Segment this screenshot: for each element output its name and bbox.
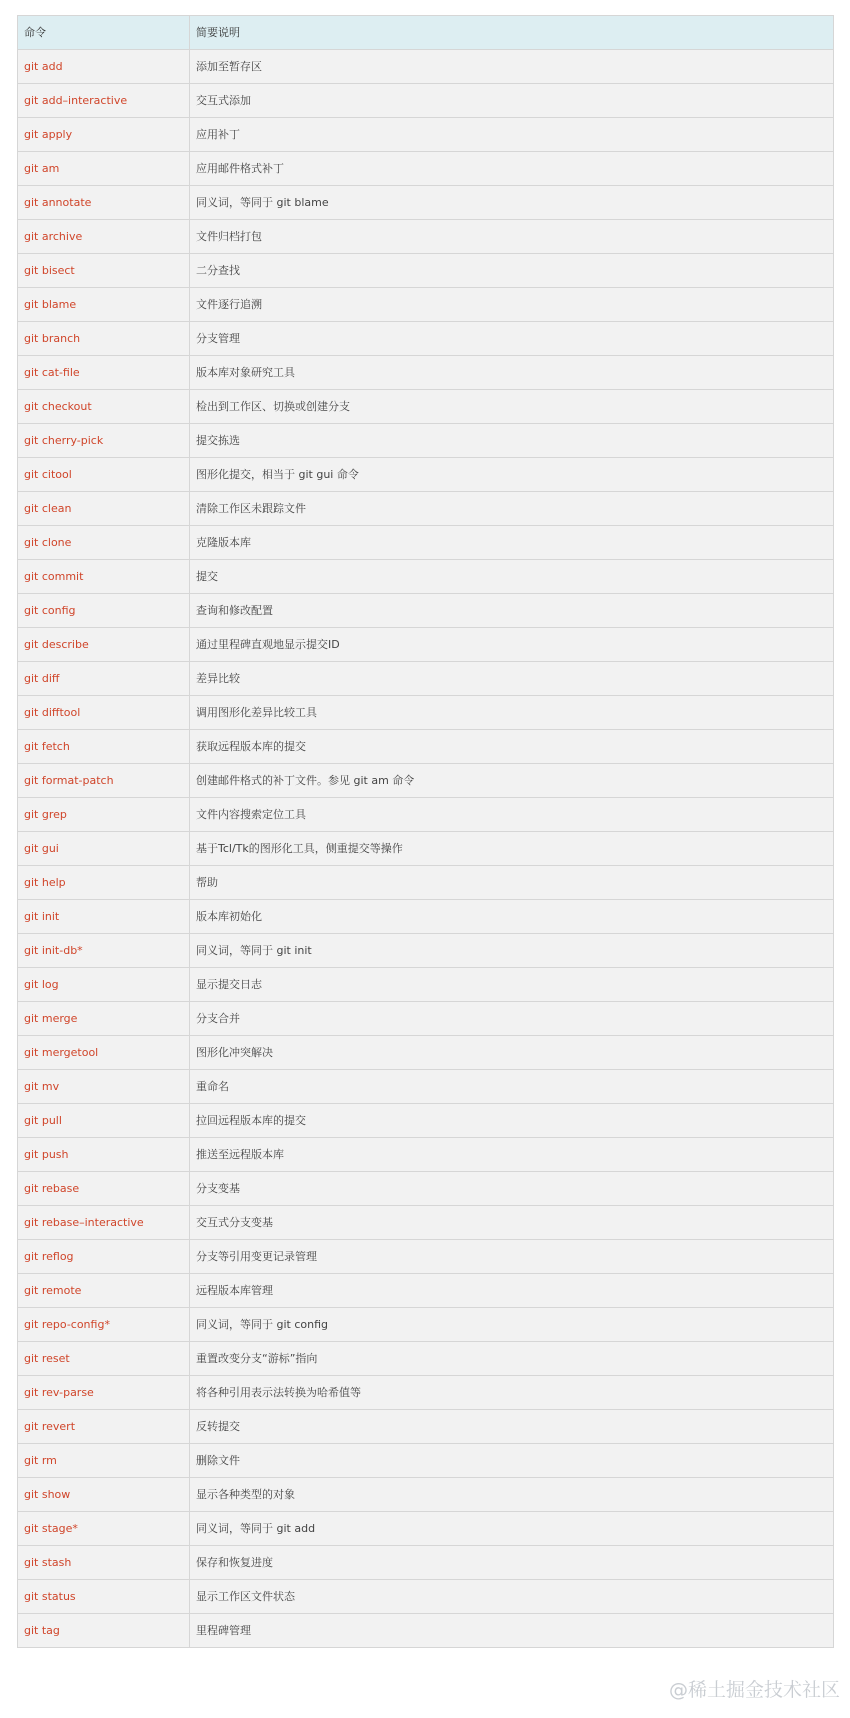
table-row	[18, 288, 834, 322]
command-cell: git am	[18, 152, 190, 186]
description-cell: 显示提交日志	[190, 968, 834, 1002]
command-cell: git gui	[18, 832, 190, 866]
description-cell: 通过里程碑直观地显示提交ID	[190, 628, 834, 662]
description-cell: 添加至暂存区	[190, 50, 834, 84]
table-row	[18, 492, 834, 526]
command-cell: git remote	[18, 1274, 190, 1308]
git-command-table-container	[17, 15, 833, 1648]
description-cell: 分支管理	[190, 322, 834, 356]
table-row	[18, 1206, 834, 1240]
command-cell: git push	[18, 1138, 190, 1172]
description-cell: 获取远程版本库的提交	[190, 730, 834, 764]
command-cell: git grep	[18, 798, 190, 832]
table-row	[18, 1580, 834, 1614]
command-cell: git add–interactive	[18, 84, 190, 118]
table-row	[18, 526, 834, 560]
command-cell: git revert	[18, 1410, 190, 1444]
description-cell: 创建邮件格式的补丁文件。参见 git am 命令	[190, 764, 834, 798]
table-row	[18, 1104, 834, 1138]
command-cell: git help	[18, 866, 190, 900]
description-cell: 删除文件	[190, 1444, 834, 1478]
table-row	[18, 628, 834, 662]
description-cell: 推送至远程版本库	[190, 1138, 834, 1172]
table-row	[18, 1444, 834, 1478]
description-cell: 分支合并	[190, 1002, 834, 1036]
table-row	[18, 1002, 834, 1036]
table-row	[18, 118, 834, 152]
command-cell: git merge	[18, 1002, 190, 1036]
description-cell: 应用邮件格式补丁	[190, 152, 834, 186]
table-row	[18, 1376, 834, 1410]
table-row	[18, 152, 834, 186]
description-cell: 帮助	[190, 866, 834, 900]
table-row	[18, 594, 834, 628]
table-row	[18, 968, 834, 1002]
description-cell: 基于Tcl/Tk的图形化工具，侧重提交等操作	[190, 832, 834, 866]
command-cell: git log	[18, 968, 190, 1002]
command-cell: git checkout	[18, 390, 190, 424]
git-command-table	[17, 15, 834, 1648]
table-row	[18, 1240, 834, 1274]
command-cell: git citool	[18, 458, 190, 492]
description-cell: 同义词，等同于 git config	[190, 1308, 834, 1342]
command-cell: git diff	[18, 662, 190, 696]
command-cell: git bisect	[18, 254, 190, 288]
table-row	[18, 560, 834, 594]
description-cell: 显示各种类型的对象	[190, 1478, 834, 1512]
description-cell: 查询和修改配置	[190, 594, 834, 628]
command-cell: git reflog	[18, 1240, 190, 1274]
table-row	[18, 220, 834, 254]
description-cell: 反转提交	[190, 1410, 834, 1444]
description-cell: 调用图形化差异比较工具	[190, 696, 834, 730]
command-cell: git rebase–interactive	[18, 1206, 190, 1240]
table-row	[18, 1342, 834, 1376]
table-row	[18, 764, 834, 798]
description-cell: 清除工作区未跟踪文件	[190, 492, 834, 526]
table-body	[18, 50, 834, 1648]
description-cell: 文件归档打包	[190, 220, 834, 254]
description-cell: 交互式添加	[190, 84, 834, 118]
command-cell: git clean	[18, 492, 190, 526]
description-cell: 应用补丁	[190, 118, 834, 152]
description-cell: 文件内容搜索定位工具	[190, 798, 834, 832]
table-row	[18, 662, 834, 696]
command-cell: git cat-file	[18, 356, 190, 390]
description-cell: 重命名	[190, 1070, 834, 1104]
table-row	[18, 832, 834, 866]
command-cell: git stage*	[18, 1512, 190, 1546]
table-row	[18, 866, 834, 900]
command-cell: git add	[18, 50, 190, 84]
description-cell: 文件逐行追溯	[190, 288, 834, 322]
description-cell: 显示工作区文件状态	[190, 1580, 834, 1614]
table-row	[18, 322, 834, 356]
table-row	[18, 186, 834, 220]
description-cell: 同义词，等同于 git blame	[190, 186, 834, 220]
table-row	[18, 1172, 834, 1206]
command-cell: git reset	[18, 1342, 190, 1376]
command-cell: git tag	[18, 1614, 190, 1648]
description-cell: 提交拣选	[190, 424, 834, 458]
command-cell: git branch	[18, 322, 190, 356]
command-cell: git init	[18, 900, 190, 934]
table-row	[18, 900, 834, 934]
description-cell: 提交	[190, 560, 834, 594]
table-row	[18, 254, 834, 288]
table-row	[18, 1546, 834, 1580]
table-row	[18, 50, 834, 84]
command-cell: git status	[18, 1580, 190, 1614]
command-cell: git pull	[18, 1104, 190, 1138]
command-cell: git fetch	[18, 730, 190, 764]
command-cell: git config	[18, 594, 190, 628]
command-cell: git stash	[18, 1546, 190, 1580]
description-cell: 图形化冲突解决	[190, 1036, 834, 1070]
table-row	[18, 730, 834, 764]
table-row	[18, 1070, 834, 1104]
command-cell: git cherry-pick	[18, 424, 190, 458]
header-command: 命令	[18, 16, 190, 50]
command-cell: git clone	[18, 526, 190, 560]
command-cell: git repo-config*	[18, 1308, 190, 1342]
command-cell: git mergetool	[18, 1036, 190, 1070]
description-cell: 二分查找	[190, 254, 834, 288]
table-row	[18, 356, 834, 390]
command-cell: git rev-parse	[18, 1376, 190, 1410]
command-cell: git show	[18, 1478, 190, 1512]
table-row	[18, 934, 834, 968]
table-row	[18, 1138, 834, 1172]
table-row	[18, 424, 834, 458]
command-cell: git rm	[18, 1444, 190, 1478]
table-row	[18, 1036, 834, 1070]
table-row	[18, 1478, 834, 1512]
command-cell: git mv	[18, 1070, 190, 1104]
description-cell: 版本库初始化	[190, 900, 834, 934]
description-cell: 里程碑管理	[190, 1614, 834, 1648]
command-cell: git difftool	[18, 696, 190, 730]
description-cell: 版本库对象研究工具	[190, 356, 834, 390]
table-row	[18, 84, 834, 118]
description-cell: 交互式分支变基	[190, 1206, 834, 1240]
header-description: 简要说明	[190, 16, 834, 50]
command-cell: git rebase	[18, 1172, 190, 1206]
description-cell: 分支等引用变更记录管理	[190, 1240, 834, 1274]
description-cell: 克隆版本库	[190, 526, 834, 560]
description-cell: 拉回远程版本库的提交	[190, 1104, 834, 1138]
command-cell: git describe	[18, 628, 190, 662]
description-cell: 同义词，等同于 git add	[190, 1512, 834, 1546]
description-cell: 检出到工作区、切换或创建分支	[190, 390, 834, 424]
table-header	[18, 16, 834, 50]
description-cell: 差异比较	[190, 662, 834, 696]
table-row	[18, 1308, 834, 1342]
table-row	[18, 798, 834, 832]
command-cell: git blame	[18, 288, 190, 322]
description-cell: 将各种引用表示法转换为哈希值等	[190, 1376, 834, 1410]
command-cell: git commit	[18, 560, 190, 594]
table-row	[18, 458, 834, 492]
table-row	[18, 696, 834, 730]
command-cell: git format-patch	[18, 764, 190, 798]
table-row	[18, 1410, 834, 1444]
header-row	[18, 16, 834, 50]
description-cell: 分支变基	[190, 1172, 834, 1206]
table-row	[18, 390, 834, 424]
description-cell: 远程版本库管理	[190, 1274, 834, 1308]
table-row	[18, 1512, 834, 1546]
description-cell: 图形化提交，相当于 git gui 命令	[190, 458, 834, 492]
command-cell: git init-db*	[18, 934, 190, 968]
table-row	[18, 1274, 834, 1308]
watermark: @稀土掘金技术社区	[668, 1679, 840, 1701]
command-cell: git archive	[18, 220, 190, 254]
command-cell: git apply	[18, 118, 190, 152]
description-cell: 同义词，等同于 git init	[190, 934, 834, 968]
table-row	[18, 1614, 834, 1648]
command-cell: git annotate	[18, 186, 190, 220]
description-cell: 保存和恢复进度	[190, 1546, 834, 1580]
description-cell: 重置改变分支“游标”指向	[190, 1342, 834, 1376]
